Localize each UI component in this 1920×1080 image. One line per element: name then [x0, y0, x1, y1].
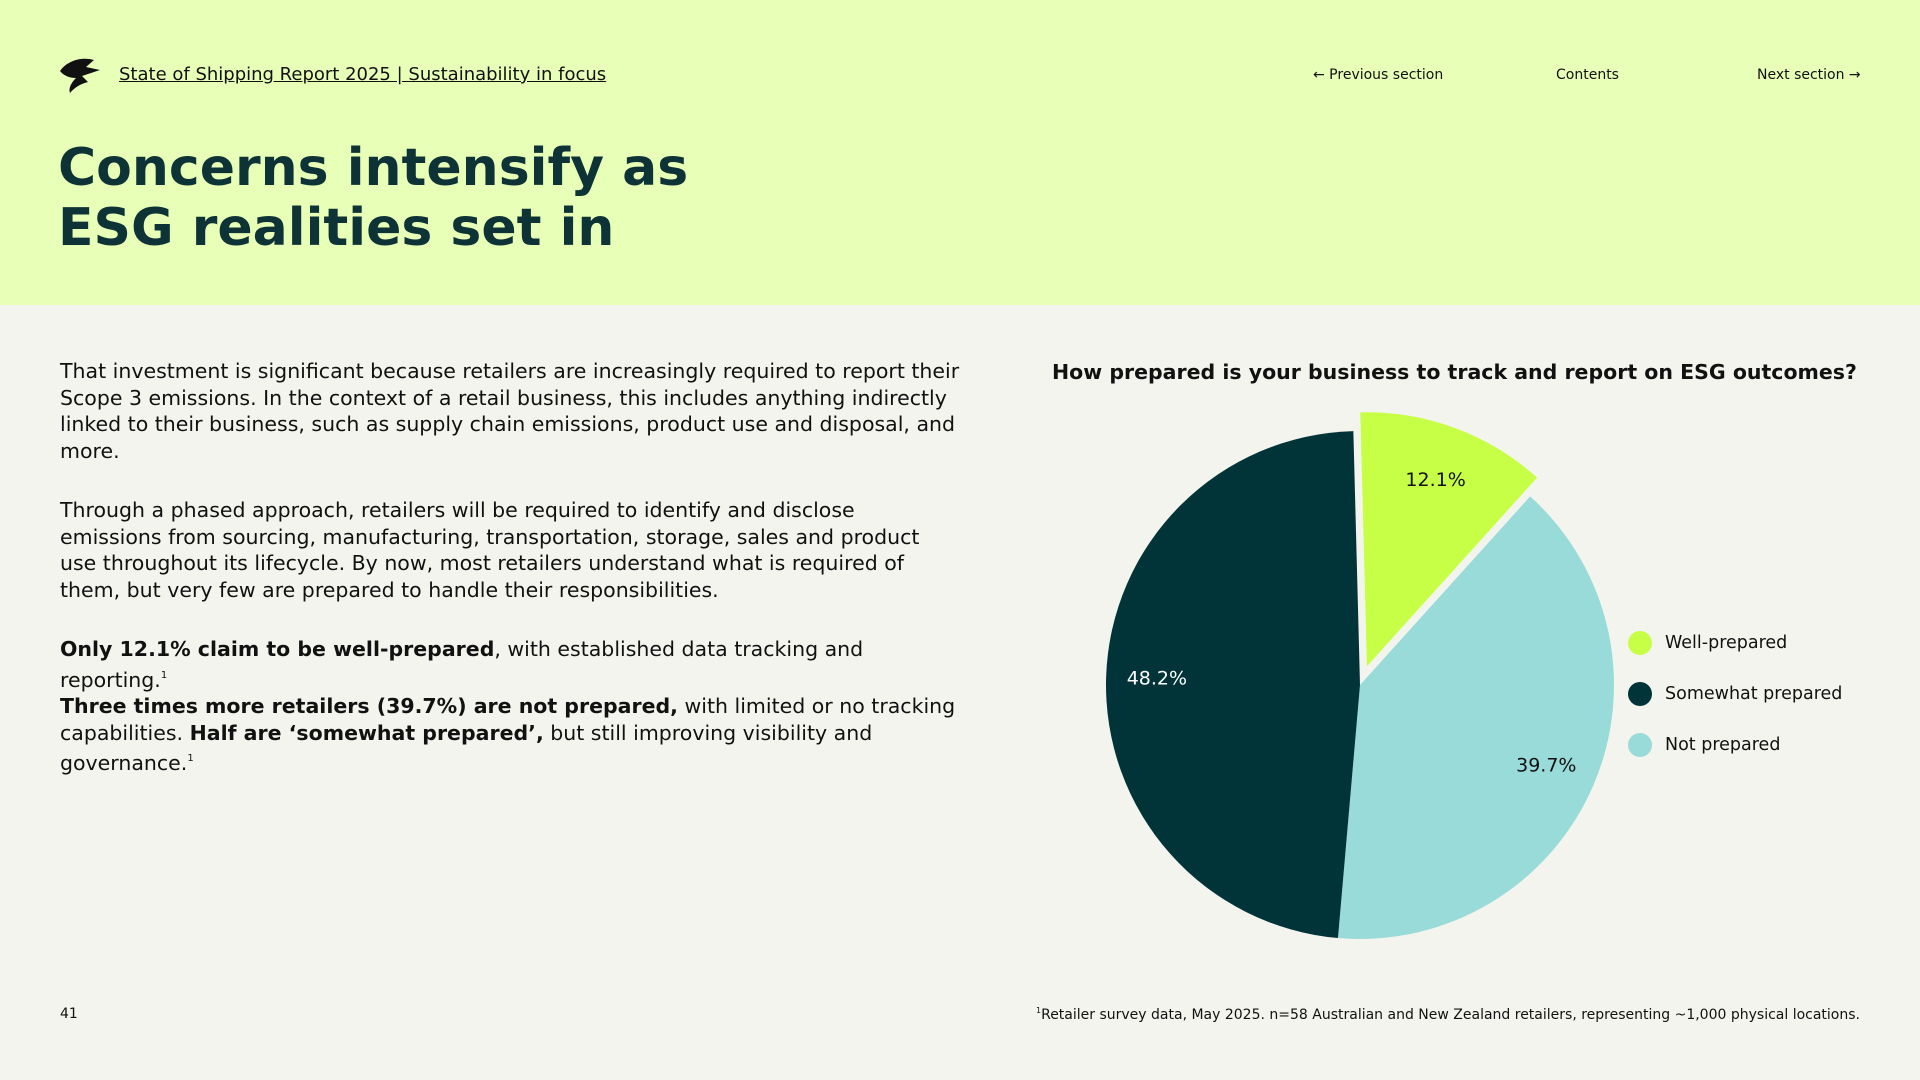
legend-swatch-somewhat-prepared [1628, 682, 1652, 706]
paragraph-1: That investment is significant because retailers are increasingly required to report their Scope 3 emissions. In the context of a retail business, this includes anything indirectly linked to their business, such as supply chain emissions, product use and disposal, and more. [60, 359, 960, 463]
previous-section-link[interactable]: ← Previous section [1313, 67, 1444, 83]
pie-label-somewhat-prepared: 48.2% [1126, 667, 1188, 690]
body-text [60, 358, 960, 810]
footnote-marker: 1 [1036, 1006, 1042, 1015]
legend-label-well-prepared: Well-prepared [1665, 632, 1788, 653]
legend-item-well-prepared [1628, 617, 1842, 668]
legend-item-not-prepared [1628, 719, 1842, 770]
legend-swatch-not-prepared [1628, 733, 1652, 757]
page-title-line-1: Concerns intensify as [58, 138, 689, 198]
next-section-link[interactable]: Next section → [1757, 67, 1861, 83]
page-title-line-2: ESG realities set in [58, 198, 615, 258]
legend-label-not-prepared: Not prepared [1665, 734, 1781, 755]
footnote [1036, 1006, 1860, 1023]
footnote-ref-2: 1 [187, 753, 194, 764]
chart-legend [1628, 617, 1842, 770]
highlight-somewhat-prepared: Half are ‘somewhat prepared’, [189, 720, 544, 745]
footnote-text: Retailer survey data, May 2025. n=58 Australian and New Zealand retailers, representing ~1,000 physical locations. [1041, 1007, 1860, 1023]
esg-preparedness-pie-chart [1090, 400, 1650, 970]
legend-label-somewhat-prepared: Somewhat prepared [1665, 683, 1843, 704]
pie-label-not-prepared: 39.7% [1516, 754, 1577, 777]
report-title-link[interactable]: State of Shipping Report 2025 | Sustainability in focus [119, 64, 607, 85]
paragraph-3-text-3: but still improving visibility and governance. [60, 720, 873, 775]
highlight-well-prepared: Only 12.1% claim to be well-prepared [60, 637, 495, 661]
bird-logo-icon[interactable] [58, 58, 100, 94]
page-title [58, 138, 818, 258]
legend-item-somewhat-prepared [1628, 668, 1842, 719]
paragraph-3-text-1: , with established data tracking and reporting. [60, 637, 864, 692]
legend-swatch-well-prepared [1628, 631, 1652, 655]
page-number: 41 [60, 1006, 78, 1022]
chart-title: How prepared is your business to track and report on ESG outcomes? [1052, 360, 1857, 384]
highlight-not-prepared: Three times more retailers (39.7%) are not prepared, [60, 694, 678, 718]
footnote-ref-1: 1 [160, 669, 168, 681]
contents-link[interactable]: Contents [1556, 67, 1619, 83]
paragraph-2: Through a phased approach, retailers will be required to identify and disclose emissions from sourcing, manufacturing, transportation, storage, sales and product use throughout its lifecycle. By now, most retailers understand what is required of them, but very few are prepared to handle their responsibilities. [60, 498, 920, 602]
paragraph-3 [60, 636, 960, 777]
header-band [0, 0, 1920, 305]
pie-label-well-prepared: 12.1% [1405, 468, 1466, 491]
paragraph-3-text-2: with limited or no tracking capabilities. [60, 694, 956, 745]
